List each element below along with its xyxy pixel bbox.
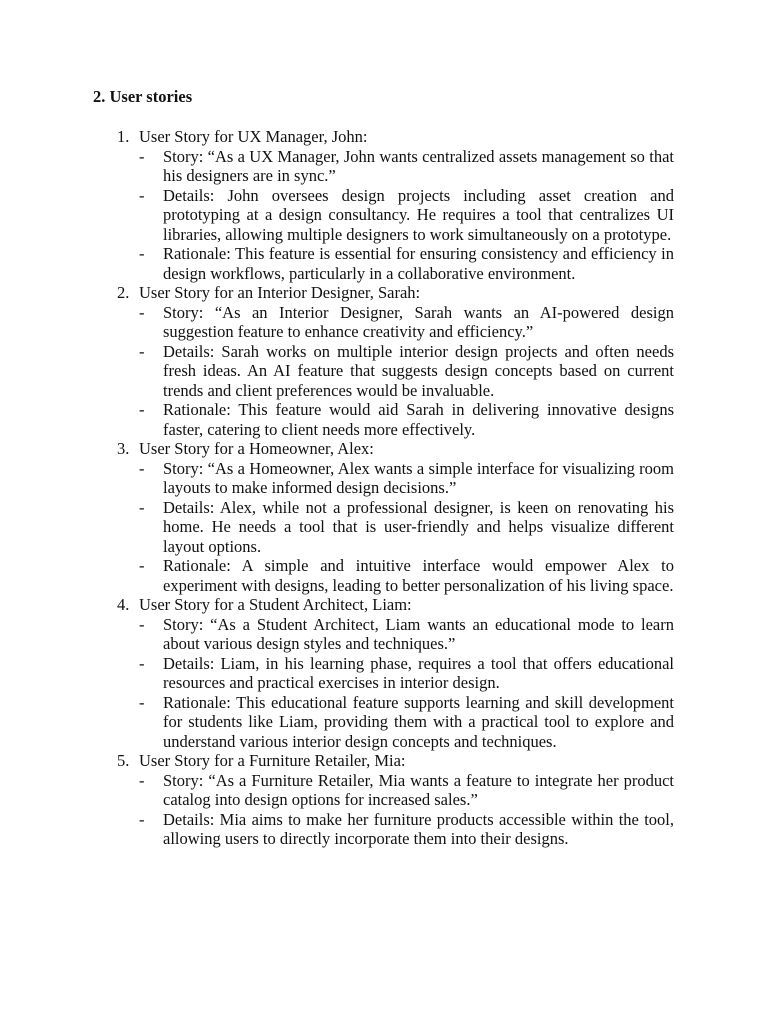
user-story-item [0, 439, 768, 595]
user-story-detail-item [0, 498, 674, 557]
user-story-details-list [0, 615, 768, 752]
user-story-detail-text: Rationale: A simple and intuitive interface would empower Alex to experiment with designs, leading to better personalization of his living space. [163, 556, 674, 595]
user-story-heading [0, 127, 768, 147]
dash-bullet: - [139, 146, 145, 166]
user-story-number: 4. [117, 595, 130, 614]
user-story-detail-item [0, 342, 674, 401]
dash-bullet: - [139, 614, 145, 634]
user-story-heading [0, 595, 768, 615]
user-story-detail-text: Story: “As a Student Architect, Liam wants an educational mode to learn about various design styles and techniques.” [163, 614, 674, 653]
user-story-detail-text: Details: Mia aims to make her furniture products accessible within the tool, allowing users to directly incorporate them into their designs. [163, 809, 674, 848]
user-story-heading [0, 439, 768, 459]
user-story-detail-text: Rationale: This feature is essential for ensuring consistency and efficiency in design workflows, particularly in a collaborative environment. [163, 244, 674, 283]
user-story-heading [0, 751, 768, 771]
user-story-detail-text: Rationale: This educational feature supports learning and skill development for students like Liam, providing them with a practical tool to explore and understand various interior design concepts and techniques. [163, 692, 674, 751]
user-story-detail-text: Rationale: This feature would aid Sarah in delivering innovative designs faster, catering to client needs more effectively. [163, 400, 674, 439]
user-story-detail-item [0, 459, 674, 498]
user-story-detail-item [0, 810, 674, 849]
user-story-detail-item [0, 147, 674, 186]
user-story-details-list [0, 147, 768, 284]
user-story-detail-text: Details: John oversees design projects including asset creation and prototyping at a design consultancy. He requires a tool that centralizes UI libraries, allowing multiple designers to work simultaneously on a prototype. [163, 185, 674, 244]
user-story-title: User Story for a Student Architect, Liam: [139, 595, 412, 614]
user-story-detail-item [0, 303, 674, 342]
user-story-detail-item [0, 654, 674, 693]
user-story-number: 2. [117, 283, 130, 302]
dash-bullet: - [139, 185, 145, 205]
dash-bullet: - [139, 458, 145, 478]
user-story-item [0, 127, 768, 283]
user-story-list [0, 127, 768, 849]
dash-bullet: - [139, 400, 145, 419]
user-story-detail-item [0, 771, 674, 810]
user-story-detail-text: Details: Alex, while not a professional designer, is keen on renovating his home. He needs a tool that is user-friendly and helps visualize different layout options. [163, 497, 674, 556]
user-story-item [0, 595, 768, 751]
user-story-number: 5. [117, 751, 130, 770]
user-story-title: User Story for a Homeowner, Alex: [139, 439, 374, 458]
dash-bullet: - [139, 244, 145, 263]
user-story-title: User Story for UX Manager, John: [139, 127, 368, 146]
user-story-details-list [0, 459, 768, 596]
dash-bullet: - [139, 809, 145, 829]
dash-bullet: - [139, 497, 145, 517]
user-story-detail-text: Details: Sarah works on multiple interior design projects and often needs fresh ideas. An AI feature that suggests design concepts based on current trends and client preferences would be invaluable. [163, 341, 674, 400]
dash-bullet: - [139, 302, 145, 322]
user-story-detail-item [0, 556, 674, 595]
user-story-title: User Story for a Furniture Retailer, Mia: [139, 751, 406, 770]
user-story-detail-item [0, 186, 674, 245]
dash-bullet: - [139, 341, 145, 361]
user-story-details-list [0, 303, 768, 440]
dash-bullet: - [139, 653, 145, 673]
user-story-detail-item [0, 615, 674, 654]
user-story-heading [0, 283, 768, 303]
user-story-detail-item [0, 244, 674, 283]
user-story-detail-item [0, 400, 674, 439]
user-story-number: 1. [117, 127, 130, 146]
user-story-item [0, 751, 768, 849]
user-story-detail-item [0, 693, 674, 752]
dash-bullet: - [139, 692, 145, 712]
user-story-number: 3. [117, 439, 130, 458]
user-story-detail-text: Story: “As a Homeowner, Alex wants a simple interface for visualizing room layouts to make informed design decisions.” [163, 458, 674, 497]
user-story-detail-text: Details: Liam, in his learning phase, requires a tool that offers educational resources and practical exercises in interior design. [163, 653, 674, 692]
user-story-detail-text: Story: “As a UX Manager, John wants centralized assets management so that his designers are in sync.” [163, 146, 674, 185]
user-story-title: User Story for an Interior Designer, Sarah: [139, 283, 421, 302]
user-story-item [0, 283, 768, 439]
user-story-details-list [0, 771, 768, 849]
user-story-detail-text: Story: “As a Furniture Retailer, Mia wants a feature to integrate her product catalog into design options for increased sales.” [163, 770, 674, 809]
dash-bullet: - [139, 770, 145, 790]
dash-bullet: - [139, 556, 145, 575]
section-title: 2. User stories [93, 87, 193, 106]
user-story-detail-text: Story: “As an Interior Designer, Sarah wants an AI-powered design suggestion feature to enhance creativity and efficiency.” [163, 302, 674, 341]
